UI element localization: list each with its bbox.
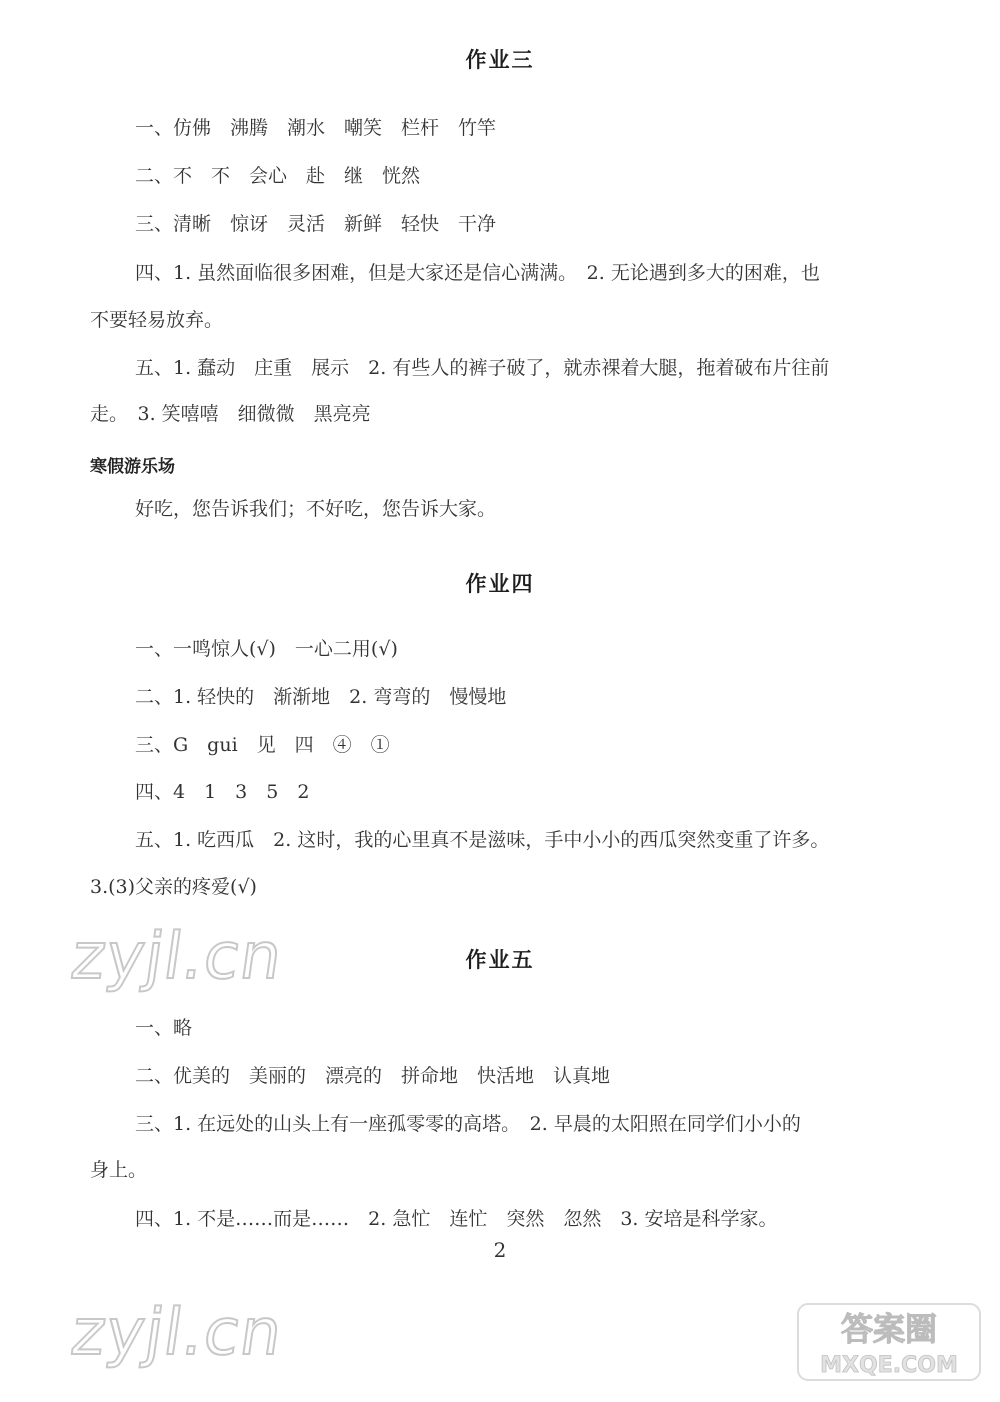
answer-line: 三、G gui 见 四 ④ ① [135, 734, 390, 756]
section-title-3: 作业三 [465, 48, 535, 72]
watermark-text: zyjl.cn [66, 920, 288, 994]
corner-logo-icon [794, 1300, 984, 1384]
answer-line: 五、1. 吃西瓜 2. 这时，我的心里真不是滋味，手中小小的西瓜突然变重了许多。 [135, 829, 830, 851]
answer-line: 二、优美的 美丽的 漂亮的 拼命地 快活地 认真地 [135, 1065, 611, 1087]
answer-line: 四、1. 虽然面临很多困难，但是大家还是信心满满。 2. 无论遇到多大的困难，也 [135, 262, 820, 284]
answer-line: 一、仿佛 沸腾 潮水 嘲笑 栏杆 竹竿 [135, 117, 497, 139]
answer-line: 五、1. 蠢动 庄重 展示 2. 有些人的裤子破了，就赤裸着大腿，拖着破布片往前 [135, 357, 830, 379]
answer-line: 二、不 不 会心 赴 继 恍然 [135, 165, 421, 187]
answer-line: 不要轻易放弃。 [90, 309, 224, 331]
sub-heading-winter-fun: 寒假游乐场 [90, 457, 175, 477]
answer-line: 一、略 [135, 1017, 193, 1039]
answer-line: 四、1. 不是……而是…… 2. 急忙 连忙 突然 忽然 3. 安培是科学家。 [135, 1208, 778, 1230]
answer-line: 3.(3)父亲的疼爱(√) [90, 876, 257, 898]
section-title-5: 作业五 [465, 948, 535, 972]
answer-line: 二、1. 轻快的 渐渐地 2. 弯弯的 慢慢地 [135, 686, 507, 708]
corner-logo-bottom: MXQE.COM [820, 1353, 958, 1378]
answer-line: 四、4 1 3 5 2 [135, 781, 310, 803]
answer-line: 三、1. 在远处的山头上有一座孤零零的高塔。 2. 早晨的太阳照在同学们小小的 [135, 1113, 801, 1135]
answer-line: 走。 3. 笑嘻嘻 细微微 黑亮亮 [90, 403, 371, 425]
corner-logo-top: 答案圈 [840, 1310, 938, 1348]
answer-line: 一、一鸣惊人(√) 一心二用(√) [135, 638, 398, 660]
answer-line: 三、清晰 惊讶 灵活 新鲜 轻快 干净 [135, 213, 497, 235]
answer-line: 好吃，您告诉我们；不好吃，您告诉大家。 [135, 498, 497, 520]
watermark-text: zyjl.cn [66, 1296, 288, 1370]
page-number: 2 [493, 1238, 507, 1262]
section-title-4: 作业四 [465, 572, 535, 596]
answer-line: 身上。 [90, 1159, 148, 1181]
